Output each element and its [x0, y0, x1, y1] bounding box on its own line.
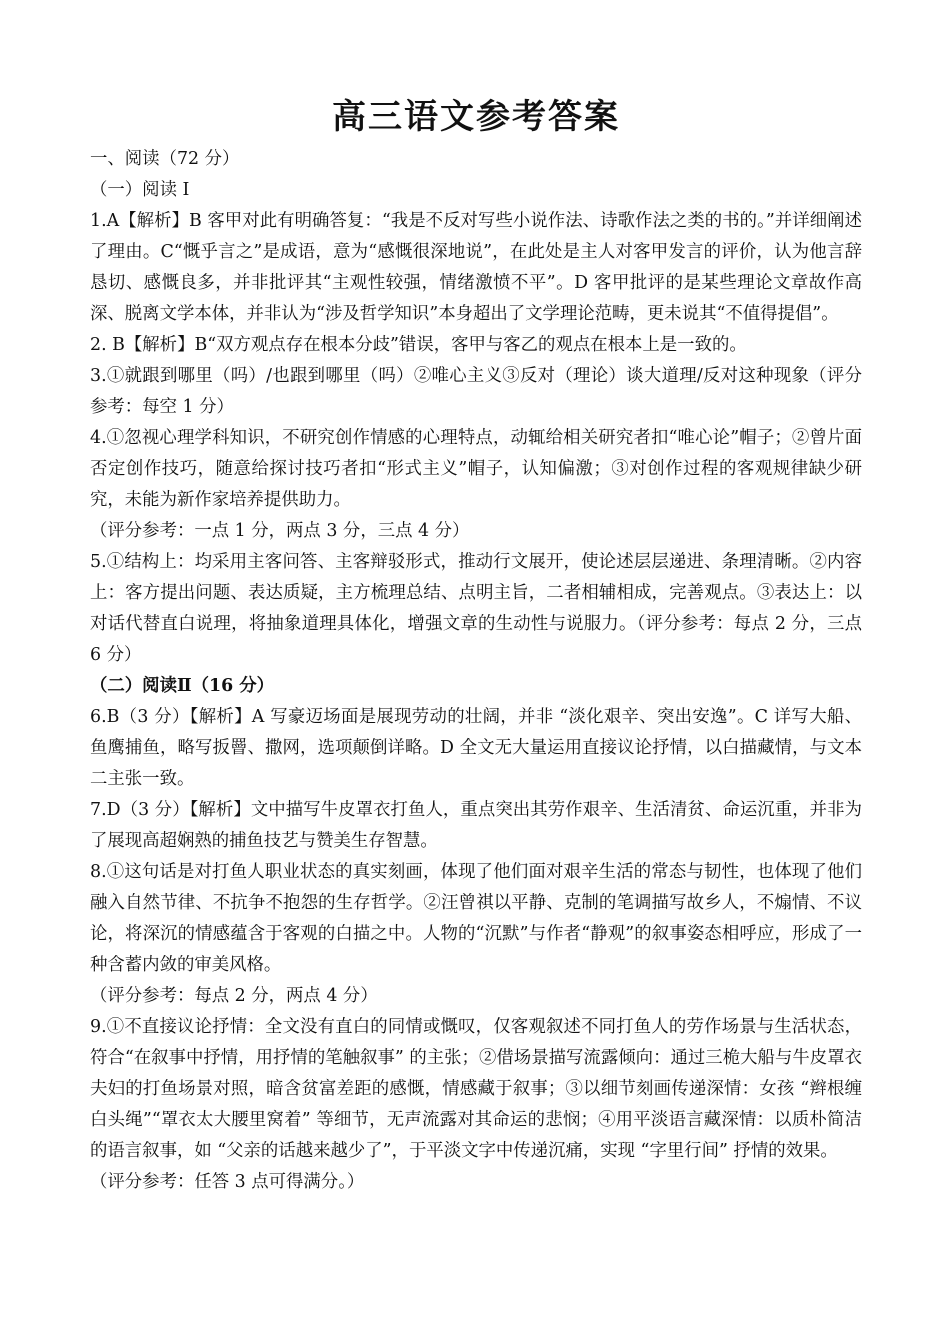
- subsection-heading-reading-1: （一）阅读 I: [90, 180, 190, 200]
- scoring-note-q4: （评分参考：一点 1 分，两点 3 分，三点 4 分）: [90, 521, 470, 541]
- answer-q1: 1.A【解析】B 客甲对此有明确答复：“我是不反对写些小说作法、诗歌作法之类的书的。”并详细阐述了理由。C“慨乎言之”是成语，意为“感慨很深地说”，在此处是主人对客甲发言的评价，认为他言辞恳切、感慨良多，并非批评其“主观性较强，情绪激愤不平”。D 客甲批评的是某些理论文章故作高深、脱离文学本体，并非认为“涉及哲学知识”本身超出了文学理论范畴，更未说其“不值得提倡”。: [90, 211, 862, 324]
- answer-q8: 8.①这句话是对打鱼人职业状态的真实刻画，体现了他们面对艰辛生活的常态与韧性，也体现了他们融入自然节律、不抗争不抱怨的生存哲学。②汪曾祺以平静、克制的笔调描写故乡人，不煽情、不议论，将深沉的情感蕴含于客观的白描之中。人物的“沉默”与作者“静观”的叙事姿态相呼应，形成了一种含蓄内敛的审美风格。: [90, 862, 862, 975]
- answer-q3: 3.①就跟到哪里（吗）/也跟到哪里（吗）②唯心主义③反对（理论）谈大道理/反对这种现象（评分参考：每空 1 分）: [90, 366, 862, 417]
- answer-q2: 2. B【解析】B“双方观点存在根本分歧”错误，客甲与客乙的观点在根本上是一致的。: [90, 335, 747, 355]
- subsection-heading-reading-2: （二）阅读Ⅱ（16 分）: [90, 676, 275, 696]
- answer-q6: 6.B（3 分）【解析】A 写豪迈场面是展现劳动的壮阔，并非 “淡化艰辛、突出安逸”。C 详写大船、鱼鹰捕鱼，略写扳罾、撒网，选项颠倒详略。D 全文无大量运用直接议论抒情，以白描藏情，与文本二主张一致。: [90, 707, 862, 789]
- page-title: 高三语文参考答案: [332, 97, 620, 137]
- answer-q5: 5.①结构上：均采用主客问答、主客辩驳形式，推动行文展开，使论述层层递进、条理清晰。②内容上：客方提出问题、表达质疑，主方梳理总结、点明主旨，二者相辅相成，完善观点。③表达上：以对话代替直白说理，将抽象道理具体化，增强文章的生动性与说服力。（评分参考：每点 2 分，三点 6 分）: [90, 552, 862, 665]
- answer-q7: 7.D（3 分）【解析】文中描写牛皮罩衣打鱼人，重点突出其劳作艰辛、生活清贫、命运沉重，并非为了展现高超娴熟的捕鱼技艺与赞美生存智慧。: [90, 800, 862, 851]
- answer-q4: 4.①忽视心理学科知识，不研究创作情感的心理特点，动辄给相关研究者扣“唯心论”帽子；②曾片面否定创作技巧，随意给探讨技巧者扣“形式主义”帽子，认知偏激；③对创作过程的客观规律缺少研究，未能为新作家培养提供助力。: [90, 428, 862, 510]
- answer-q9: 9.①不直接议论抒情：全文没有直白的同情或慨叹，仅客观叙述不同打鱼人的劳作场景与生活状态，符合“在叙事中抒情，用抒情的笔触叙事” 的主张；②借场景描写流露倾向：通过三桅大船与牛皮罩衣夫妇的打鱼场景对照，暗含贫富差距的感慨，情感藏于叙事；③以细节刻画传递深情：女孩 “辫根缠白头绳”“罩衣太大腰里窝着” 等细节，无声流露对其命运的悲悯；④用平淡语言藏深情：以质朴简洁的语言叙事，如 “父亲的话越来越少了”，于平淡文字中传递沉痛，实现 “字里行间” 抒情的效果。: [90, 1017, 862, 1161]
- answer-sheet-page: [90, 92, 862, 1198]
- scoring-note-q8: （评分参考：每点 2 分，两点 4 分）: [90, 986, 378, 1006]
- section-heading-reading: 一、阅读（72 分）: [90, 149, 240, 169]
- scoring-note-q9: （评分参考：任答 3 点可得满分。）: [90, 1172, 365, 1192]
